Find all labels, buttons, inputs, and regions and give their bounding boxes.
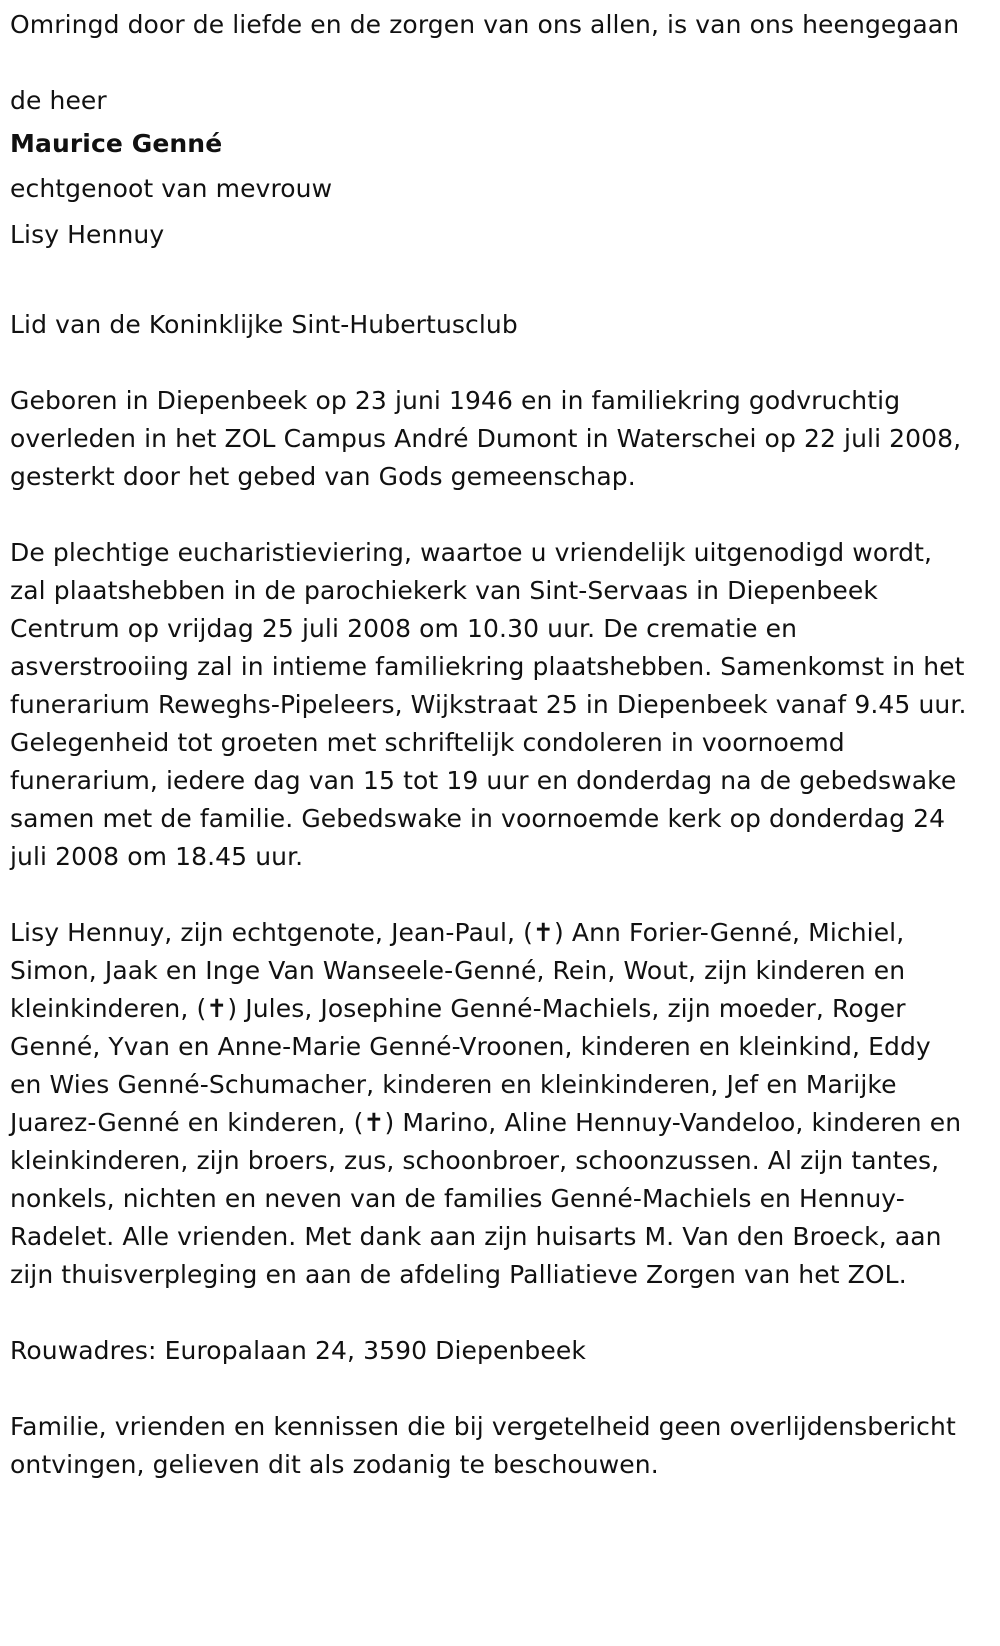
spouse-name: Lisy Hennuy xyxy=(10,220,165,249)
spacer xyxy=(10,258,970,268)
spacer xyxy=(10,876,970,914)
spacer xyxy=(10,1294,970,1332)
spacer xyxy=(10,44,970,82)
membership-text: Lid van de Koninklijke Sint-Hubertusclub xyxy=(10,310,518,339)
intro-text: Omringd door de liefde en de zorgen van ons allen, is van ons heengegaan xyxy=(10,10,960,39)
spacer xyxy=(10,268,970,306)
deceased-name: Maurice Genné xyxy=(10,129,223,158)
mourning-address: Rouwadres: Europalaan 24, 3590 Diepenbeek xyxy=(10,1336,586,1365)
spacer xyxy=(10,1370,970,1408)
spacer xyxy=(10,344,970,382)
title-prefix: de heer xyxy=(10,86,107,115)
birth-death-paragraph: Geboren in Diepenbeek op 23 juni 1946 en in familiekring godvruchtig overleden in het ZOL Campus André Dumont in Waterschei op 22 juli 2008, gesterkt door het gebed van Gods gemeenschap. xyxy=(10,386,962,491)
ceremony-paragraph: De plechtige eucharistieviering, waartoe u vriendelijk uitgenodigd wordt, zal plaatshebben in de parochiekerk van Sint-Servaas in Diepenbeek Centrum op vrijdag 25 juli 2008 om 10.30 uur. De crematie en asverstrooiing zal in intieme familiekring plaatshebben. Samenkomst in het funerarium Reweghs-Pipeleers, Wijkstraat 25 in Diepenbeek vanaf 9.45 uur. Gelegenheid tot groeten met schriftelijk condoleren in voornoemd funerarium, iedere dag van 15 tot 19 uur en donderdag na de gebedswake samen met de familie. Gebedswake in voornoemde kerk op donderdag 24 juli 2008 om 18.45 uur. xyxy=(10,538,967,871)
spouse-intro: echtgenoot van mevrouw xyxy=(10,174,333,203)
spacer xyxy=(10,496,970,534)
closing-paragraph: Familie, vrienden en kennissen die bij vergetelheid geen overlijdensbericht ontvingen, gelieven dit als zodanig te beschouwen. xyxy=(10,1412,956,1479)
family-paragraph: Lisy Hennuy, zijn echtgenote, Jean-Paul, (✝) Ann Forier-Genné, Michiel, Simon, Jaak en Inge Van Wanseele-Genné, Rein, Wout, zijn kinderen en kleinkinderen, (✝) Jules, Josephine Genné-Machiels, zijn moeder, Roger Genné, Yvan en Anne-Marie Genné-Vroonen, kinderen en kleinkind, Eddy en Wies Genné-Schumacher, kinderen en kleinkinderen, Jef en Marijke Juarez-Genné en kinderen, (✝) Marino, Aline Hennuy-Vandeloo, kinderen en kleinkinderen, zijn broers, zus, schoonbroer, schoonzussen. Al zijn tantes, nonkels, nichten en neven van de families Genné-Machiels en Hennuy-Radelet. Alle vrienden. Met dank aan zijn huisarts M. Van den Broeck, aan zijn thuisverpleging en aan de afdeling Palliatieve Zorgen van het ZOL. xyxy=(10,918,962,1289)
